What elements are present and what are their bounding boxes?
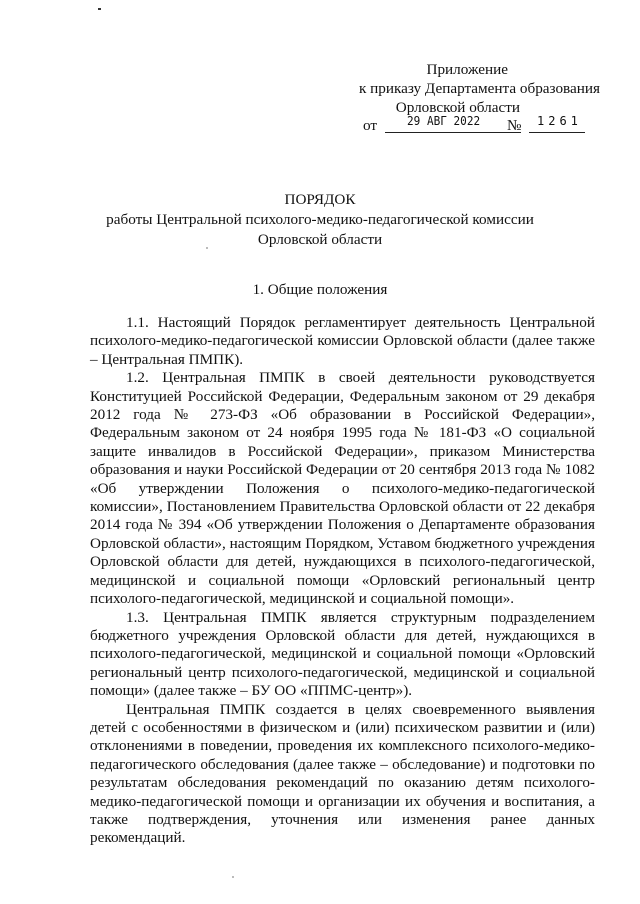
paragraph-1-1: 1.1. Настоящий Порядок регламентирует деятельность Центральной психолого-медико-педагогической комиссии Орловской области (далее также – Центральная ПМПК). bbox=[90, 314, 595, 368]
paragraph-purpose: Центральная ПМПК создается в целях своевременного выявления детей с особенностями в физическом и (или) психическом развитии и (или) отклонениями в поведении, проведения их комплексного психолого-медико-педагогического обследования (далее также – обследование) и подготовки по результатам обследования рекомендаций по оказанию детям психолого-медико-педагогической помощи и организации их обучения и воспитания, а также подтверждения, уточнения или изменения ранее данных рекомендаций. bbox=[90, 700, 595, 847]
section-heading: 1. Общие положения bbox=[252, 281, 388, 298]
appendix-label: Приложение bbox=[426, 61, 508, 78]
paragraph-1-2: 1.2. Центральная ПМПК в своей деятельности руководствуется Конституцией Российской Федерации, Федеральным законом от 29 декабря 2012 года № 273-ФЗ «Об образовании в Российской Федерации», Федеральным законом от 24 ноября 1995 года № 181-ФЗ «О социальной защите инвалидов в Российской Федерации», приказом Министерства образования и науки Российской Федерации от 20 сентября 2013 года № 1082 «Об утверждении Положения о психолого-медико-педагогической комиссии», Постановлением Правительства Орловской области от 22 декабря 2014 года № 394 «Об утверждении Положения о Департаменте образования Орловской области», настоящим Порядком, Уставом бюджетного учреждения Орловской области для детей, нуждающихся в психолого-педагогической, медицинской и социальной помощи «Орловский региональный центр психолого-педагогической, медицинской и социальной помощи». bbox=[90, 369, 595, 608]
title-line-3: Орловской области bbox=[257, 231, 383, 248]
scan-speck bbox=[206, 247, 208, 249]
order-date-stamp: 29 АВГ 2022 bbox=[407, 114, 481, 128]
paragraph-1-3: 1.3. Центральная ПМПК является структурным подразделением бюджетного учреждения Орловской области для детей, нуждающихся в психолого-педагогической, медицинской и социальной помощи «Орловский региональный центр психолого-педагогической, медицинской и социальной помощи» (далее также – БУ ОО «ППМС-центр»). bbox=[90, 608, 595, 700]
appendix-header bbox=[340, 60, 600, 117]
appendix-order-ref: к приказу Департамента образования bbox=[358, 80, 600, 97]
scan-speck bbox=[232, 876, 234, 878]
number-sign: № bbox=[507, 117, 522, 134]
title-line-2: работы Центральной психолого-медико-педагогической комиссии bbox=[106, 211, 534, 228]
appendix-region: Орловской области bbox=[395, 99, 520, 116]
date-prefix: от bbox=[363, 117, 378, 134]
document-title bbox=[90, 190, 550, 250]
order-number-stamp: 1261 bbox=[537, 114, 582, 128]
title-heading: ПОРЯДОК bbox=[284, 191, 356, 208]
scan-speck bbox=[98, 8, 101, 10]
section-body bbox=[90, 314, 595, 848]
order-date-number-line bbox=[357, 114, 597, 136]
